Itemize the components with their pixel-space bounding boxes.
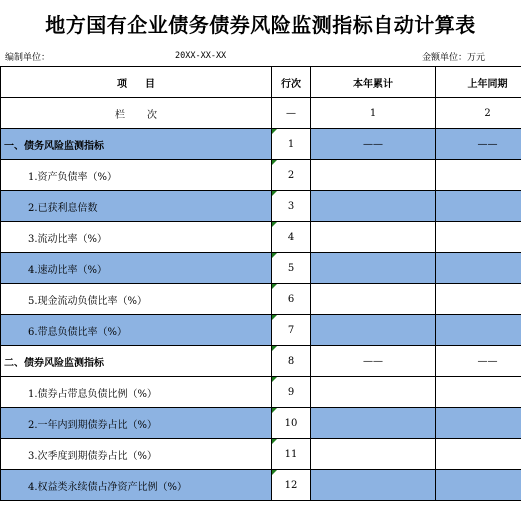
current-year-cell[interactable] [311, 160, 436, 191]
indicator-label-cell[interactable]: 4.速动比率（%） [1, 253, 272, 284]
compiling-unit-label: 编制单位： [5, 52, 51, 63]
row-number-cell[interactable] [272, 253, 311, 284]
cell-flag-marker [272, 439, 277, 444]
column-number-row [1, 98, 521, 129]
header-seq[interactable]: 行次 [272, 67, 311, 98]
indicator-label-cell[interactable]: 4.权益类永续债占净资产比例（%） [1, 470, 272, 501]
row-number: 8 [287, 355, 295, 367]
indicator-rows [1, 129, 521, 501]
cell-flag-marker [272, 408, 277, 413]
table-row [1, 284, 521, 315]
row-number: 6 [287, 293, 295, 305]
previous-year-cell[interactable] [436, 439, 521, 470]
row-number: 5 [287, 262, 295, 274]
cell-flag-marker [272, 346, 277, 351]
current-year-value: —— [363, 355, 383, 367]
section-title-cell[interactable]: 二、债券风险监测指标 [1, 346, 272, 377]
row-number-cell[interactable] [272, 408, 311, 439]
row-number-cell[interactable] [272, 191, 311, 222]
previous-year-cell[interactable] [436, 222, 521, 253]
row-number: 7 [287, 324, 295, 336]
previous-year-cell[interactable] [436, 377, 521, 408]
previous-year-cell[interactable] [436, 160, 521, 191]
cell-flag-marker [272, 377, 277, 382]
column-number-current[interactable]: 1 [311, 98, 436, 129]
current-year-cell[interactable] [311, 222, 436, 253]
current-year-cell[interactable] [311, 346, 436, 377]
indicator-label-cell[interactable]: 1.资产负债率（%） [1, 160, 272, 191]
row-number: 4 [287, 231, 295, 243]
row-number-cell[interactable] [272, 315, 311, 346]
row-number: 10 [284, 417, 298, 429]
table-row [1, 377, 521, 408]
row-number-cell[interactable] [272, 284, 311, 315]
row-number: 1 [287, 138, 295, 150]
table-row [1, 346, 521, 377]
current-year-cell[interactable] [311, 129, 436, 160]
cell-flag-marker [272, 284, 277, 289]
current-year-cell[interactable] [311, 284, 436, 315]
previous-year-cell[interactable] [436, 408, 521, 439]
previous-year-cell[interactable] [436, 284, 521, 315]
table-row [1, 253, 521, 284]
row-number-cell[interactable] [272, 346, 311, 377]
indicator-label-cell[interactable]: 1.债券占带息负债比例（%） [1, 377, 272, 408]
row-number: 3 [287, 200, 295, 212]
current-year-cell[interactable] [311, 439, 436, 470]
row-number: 11 [284, 448, 298, 460]
row-number-cell[interactable] [272, 470, 311, 501]
row-number-cell[interactable] [272, 129, 311, 160]
previous-year-cell[interactable] [436, 346, 521, 377]
indicator-table [0, 66, 521, 501]
cell-flag-marker [272, 129, 277, 134]
indicator-label-cell[interactable]: 3.次季度到期债券占比（%） [1, 439, 272, 470]
current-year-cell[interactable] [311, 408, 436, 439]
table-row [1, 191, 521, 222]
row-number-cell[interactable] [272, 377, 311, 408]
current-year-cell[interactable] [311, 470, 436, 501]
column-number-label[interactable]: 栏次 [1, 98, 272, 129]
header-row [1, 67, 521, 98]
row-number-cell[interactable] [272, 222, 311, 253]
table-row [1, 439, 521, 470]
current-year-value: —— [363, 138, 383, 150]
cell-flag-marker [272, 315, 277, 320]
current-year-cell[interactable] [311, 191, 436, 222]
row-number: 2 [287, 169, 295, 181]
row-number: 9 [287, 386, 295, 398]
table-row [1, 470, 521, 501]
indicator-label-cell[interactable]: 5.现金流动负债比率（%） [1, 284, 272, 315]
cell-flag-marker [272, 191, 277, 196]
cell-flag-marker [272, 253, 277, 258]
cell-flag-marker [272, 160, 277, 165]
previous-year-cell[interactable] [436, 470, 521, 501]
table-row [1, 315, 521, 346]
previous-year-cell[interactable] [436, 253, 521, 284]
header-current-year[interactable]: 本年累计 [311, 67, 436, 98]
indicator-label-cell[interactable]: 2.已获利息倍数 [1, 191, 272, 222]
indicator-label-cell[interactable]: 3.流动比率（%） [1, 222, 272, 253]
current-year-cell[interactable] [311, 315, 436, 346]
current-year-cell[interactable] [311, 377, 436, 408]
header-item[interactable]: 项目 [1, 67, 272, 98]
column-number-previous[interactable]: 2 [436, 98, 521, 129]
previous-year-value: —— [477, 355, 498, 367]
report-date: 20XX-XX-XX [175, 51, 227, 61]
table-row [1, 408, 521, 439]
previous-year-cell[interactable] [436, 191, 521, 222]
previous-year-cell[interactable] [436, 315, 521, 346]
table-row [1, 160, 521, 191]
column-number-seq[interactable]: — [272, 98, 311, 129]
indicator-label-cell[interactable]: 6.带息负债比率（%） [1, 315, 272, 346]
previous-year-cell[interactable] [436, 129, 521, 160]
row-number: 12 [284, 479, 298, 491]
indicator-label-cell[interactable]: 2.一年内到期债券占比（%） [1, 408, 272, 439]
table-row [1, 129, 521, 160]
amount-unit-label: 金额单位：万元 [422, 52, 486, 63]
section-title-cell[interactable]: 一、债务风险监测指标 [1, 129, 272, 160]
cell-flag-marker [272, 470, 277, 475]
cell-flag-marker [272, 222, 277, 227]
sheet-title: 地方国有企业债务债券风险监测指标自动计算表 [45, 12, 476, 37]
previous-year-value: —— [477, 138, 498, 150]
table-row [1, 222, 521, 253]
current-year-cell[interactable] [311, 253, 436, 284]
row-number-cell[interactable] [272, 439, 311, 470]
header-previous-year[interactable]: 上年同期 [436, 67, 521, 98]
row-number-cell[interactable] [272, 160, 311, 191]
